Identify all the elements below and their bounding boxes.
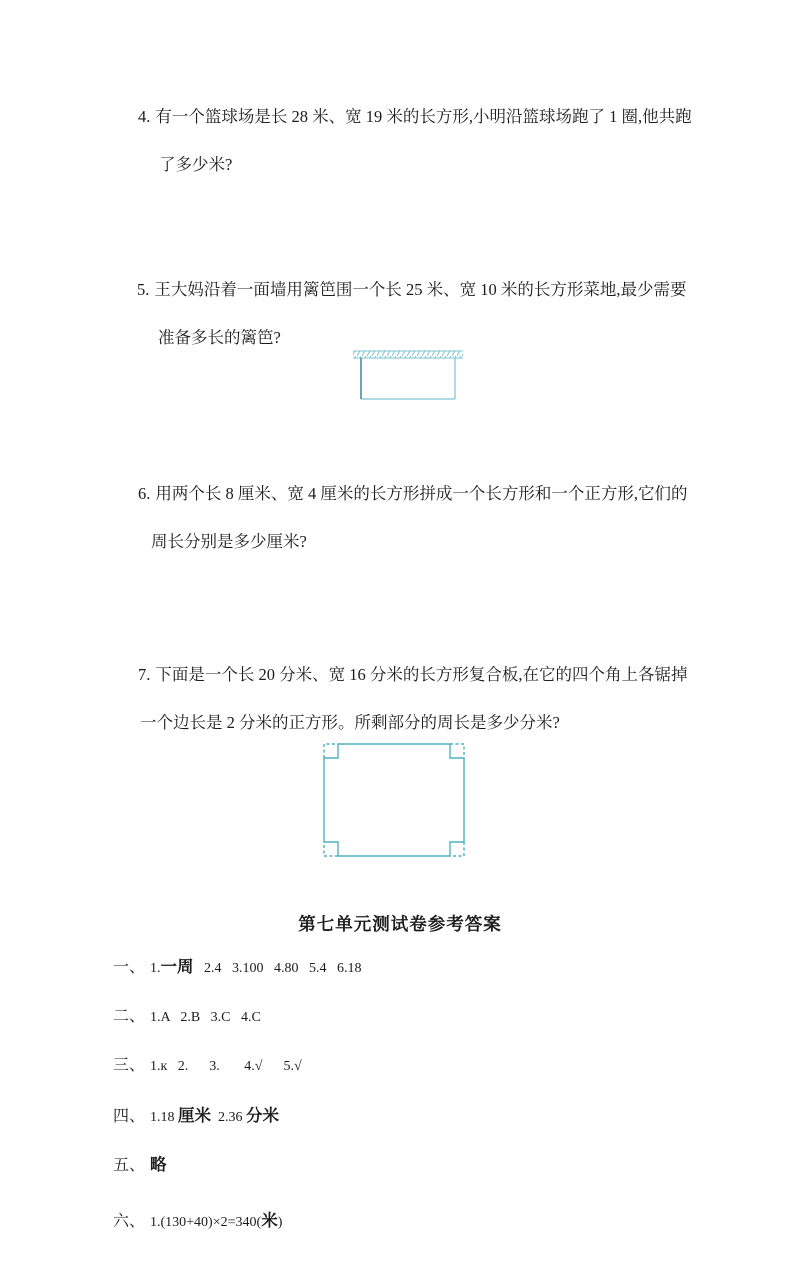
answer-key-title: 第七单元测试卷参考答案 <box>298 913 502 934</box>
notched-board-svg <box>322 743 468 859</box>
question-7-line-1 <box>138 664 688 685</box>
answer-row-6-text: 1.(130+40)×2=340(米) <box>150 1210 283 1230</box>
board-outline <box>324 744 464 856</box>
question-4-line-1 <box>138 106 692 127</box>
answer-row-3 <box>113 1059 362 1073</box>
question-5-text: 王大妈沿着一面墙用篱笆围一个长 25 米、宽 10 米的长方形菜地,最少需要 <box>154 280 687 299</box>
question-6-line-2: 周长分别是多少厘米? <box>151 532 307 551</box>
question-4 <box>138 106 692 175</box>
question-7-text: 下面是一个长 20 分米、宽 16 分米的长方形复合板,在它的四个角上各锯掉 <box>155 665 688 684</box>
wall-garden-diagram <box>352 349 464 408</box>
answer-row-5-text: 略 <box>150 1155 167 1175</box>
question-6 <box>138 483 688 552</box>
cut-square-top-left <box>324 744 338 758</box>
question-7-number: 7. <box>138 665 151 684</box>
answer-row-2-text: 1.A 2.B 3.C 4.C <box>150 1009 261 1025</box>
question-6-line-1 <box>138 483 688 504</box>
cut-square-bottom-right <box>450 842 464 856</box>
question-5 <box>137 279 687 348</box>
question-5-line-1 <box>137 279 687 300</box>
cut-square-bottom-left <box>324 842 338 856</box>
answer-row-6 <box>113 1210 362 1230</box>
answer-key <box>113 924 362 1264</box>
answer-row-3-text: 1.к 2. 3. 4.√ 5.√ <box>150 1059 302 1075</box>
answer-row-5-label: 五、 <box>113 1157 146 1175</box>
answer-row-4-text: 1.18 厘米 2.36 分米 <box>150 1105 279 1125</box>
answer-row-1-text: 1.一周 2.4 3.100 4.80 5.4 6.18 <box>150 957 362 976</box>
question-7 <box>138 664 688 733</box>
wall-hatching <box>353 351 463 399</box>
answer-row-2-label: 二、 <box>113 1007 146 1025</box>
question-4-line-2: 了多少米? <box>159 155 233 174</box>
answer-row-1 <box>113 957 362 976</box>
question-5-number: 5. <box>137 280 150 299</box>
question-6-number: 6. <box>138 484 151 503</box>
wall-garden-svg <box>352 349 464 403</box>
question-5-line-2: 准备多长的篱笆? <box>158 328 281 347</box>
answer-row-4 <box>113 1105 362 1125</box>
answer-row-2 <box>113 1007 362 1025</box>
question-6-text: 用两个长 8 厘米、宽 4 厘米的长方形拼成一个长方形和一个正方形,它们的 <box>155 484 688 503</box>
question-7-line-2: 一个边长是 2 分米的正方形。所剩部分的周长是多少分米? <box>140 713 560 732</box>
notched-board-diagram <box>322 743 468 864</box>
answer-row-1-label: 一、 <box>113 959 146 976</box>
answer-row-3-label: 三、 <box>113 1057 146 1075</box>
question-4-text: 有一个篮球场是长 28 米、宽 19 米的长方形,小明沿篮球场跑了 1 圈,他共跑 <box>155 107 692 126</box>
question-4-number: 4. <box>138 107 151 126</box>
answer-row-4-label: 四、 <box>113 1107 146 1125</box>
answer-row-5 <box>113 1155 362 1175</box>
answer-row-6-label: 六、 <box>113 1212 146 1230</box>
cut-square-top-right <box>450 744 464 758</box>
board-outline-group <box>324 744 464 856</box>
